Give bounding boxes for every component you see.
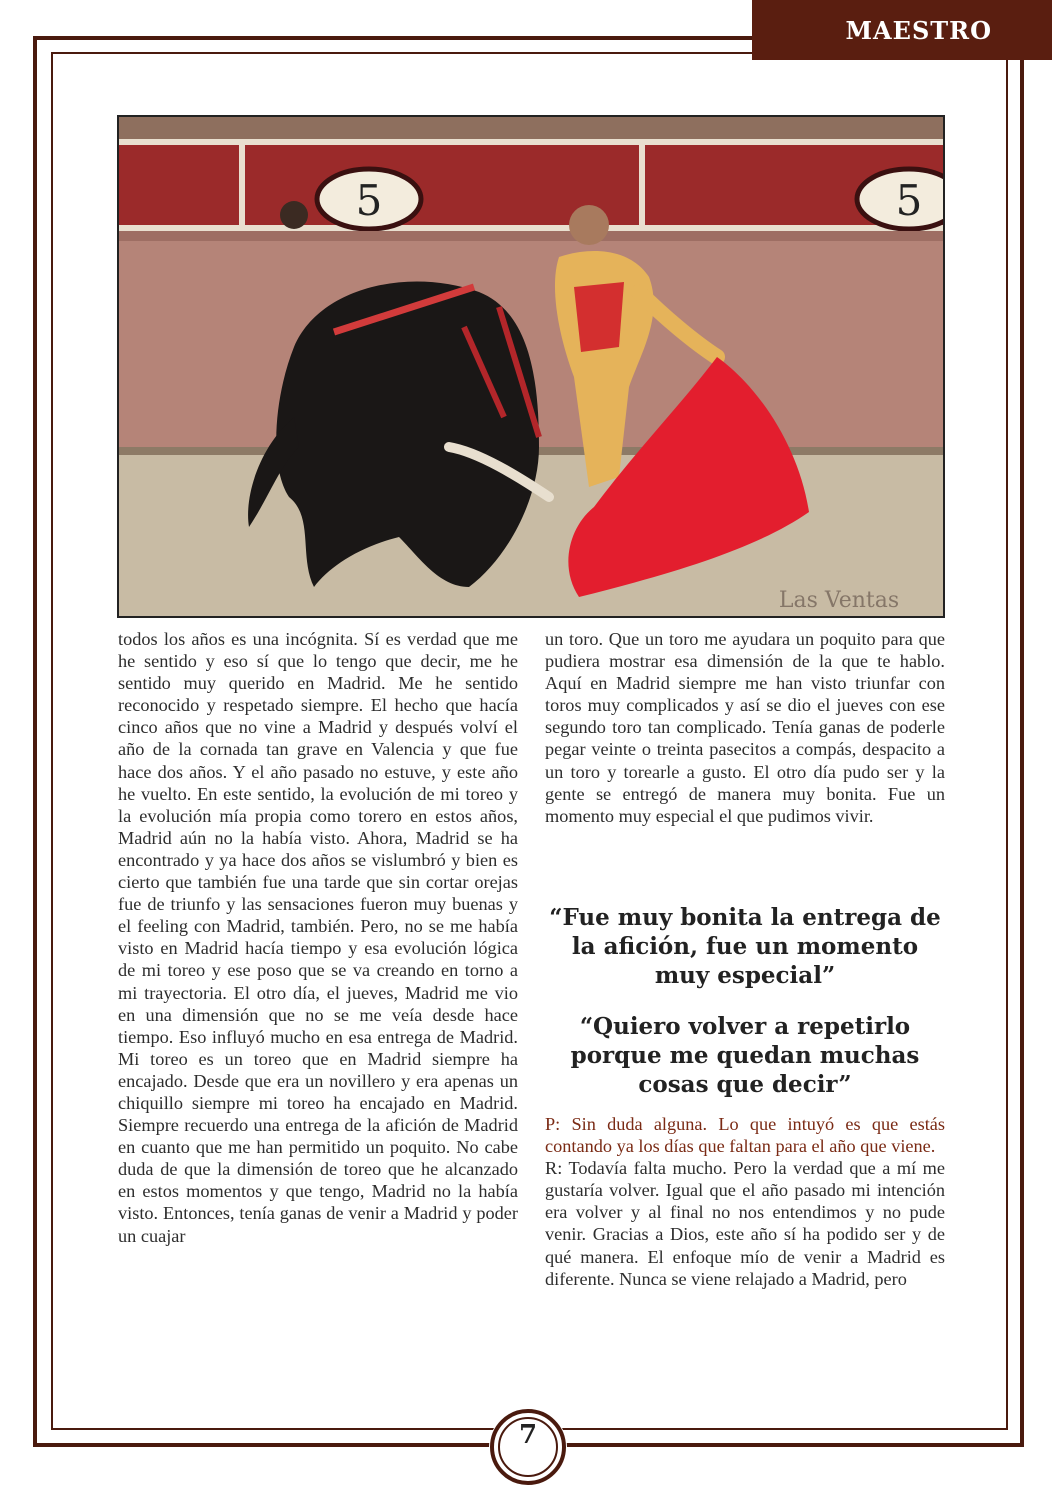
board-number-left: 5 xyxy=(355,176,383,225)
pull-quote-1: “Fue muy bonita la entrega de la afición, fue un momento muy especial” xyxy=(549,904,941,989)
article-left-column: todos los años es una incógnita. Sí es verdad que me he sentido y eso sí que lo tengo que decir, me he sentido muy querido en Madrid. Me he sentido reconocido y respetado siempre. El hecho que hacía cinco años que no vine a Madrid y después volví el año de la cornada tan grave en Valencia y que fue hace dos años. Y el año pasado no estuve, y este año he vuelto. En este sentido, la evolución de mi toreo y la evolución mía propia como torero en estos años, Madrid aún no la había visto. Ahora, Madrid se ha encontrado y ya hace dos años se vislumbró y bien es cierto que también fue una tarde que sin cortar orejas fue de triunfo y las sensaciones fueron muy buenas y el feeling con Madrid, también. Pero, no se me había visto en Madrid hacía tiempo y esa evolución lógica de mi toreo y ese poso que se va creando en torno a mi trayectoria. El otro día, el jueves, Madrid me vio en una dimensión que no se me veía desde hace tiempo. Eso influyó mucho en esa entrega de Madrid. Mi toreo es un toreo que en Madrid siempre ha encajado. Desde que era un novillero y era apenas un chiquillo siempre mi toreo ha encajado en Madrid. Siempre recuerdo una entrega de la afición de Madrid en cuanto que me han permitido un poquito. No cabe duda de que la dimensión de toreo que he alcanzado en estos momentos y que tengo, Madrid no la había visto. Entonces, tenía ganas de venir a Madrid y poder un cuajar xyxy=(118,629,518,1246)
article-photo xyxy=(117,115,945,618)
spectator xyxy=(280,201,308,229)
interview-answer: R: Todavía falta mucho. Pero la verdad que a mí me gustaría volver. Igual que el año pasado mi intención era volver y al final no nos entendimos y no pude venir. Gracias a Dios, este año sí ha podido ser y de qué manera. El enfoque mío de venir a Madrid es diferente. Nunca se viene relajado a Madrid, pero xyxy=(545,1158,945,1289)
bull xyxy=(276,281,539,587)
photo-watermark: Las Ventas xyxy=(778,588,900,613)
page-number: 7 xyxy=(518,1420,538,1450)
torero-head xyxy=(569,205,609,245)
article-right-column-top: un toro. Que un toro me ayudara un poquito para que pudiera mostrar esa dimensión de la que te hablo. Aquí en Madrid siempre me han visto triunfar con toros muy complicados y así se dio el jueves con ese segundo toro tan complicado. Tenía ganas de poderle pegar veinte o treinta pasecitos a compás, despacito a un toro y torearle a gusto. El otro día pudo ser y la gente se entregó de manera muy bonita. Fue un momento muy especial el que pudimos vivir. xyxy=(545,629,945,826)
interview-question: P: Sin duda alguna. Lo que intuyó es que estás contando ya los días que faltan para el año que viene. xyxy=(545,1114,945,1157)
section-title: MAESTRO xyxy=(845,15,992,45)
bullfight-illustration xyxy=(119,117,943,616)
stands xyxy=(119,117,943,139)
section-tab xyxy=(752,0,1052,60)
pull-quote-2: “Quiero volver a repetirlo porque me quedan muchas cosas que decir” xyxy=(570,1013,920,1098)
board-number-right: 5 xyxy=(895,176,923,225)
article-right-column-bottom xyxy=(545,1113,945,1290)
